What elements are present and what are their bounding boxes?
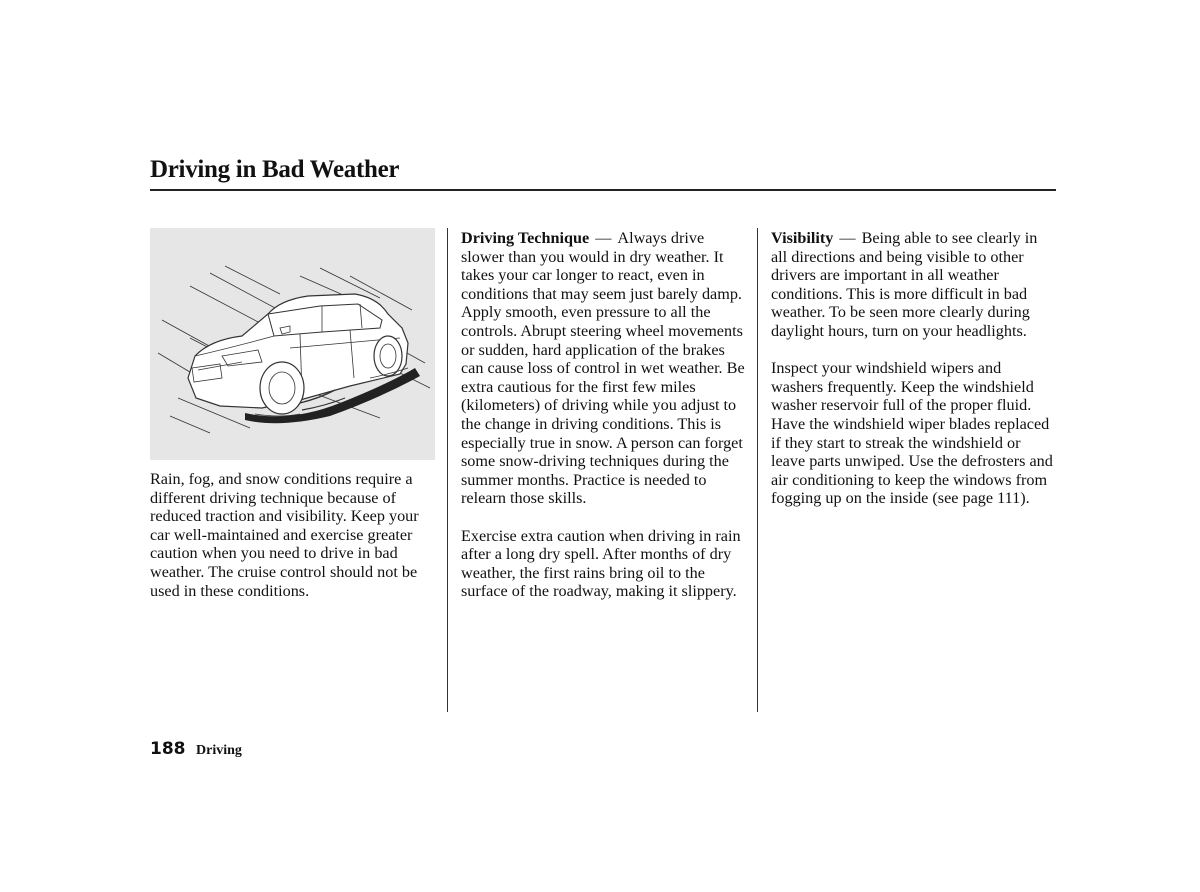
driving-technique-heading: Driving Technique xyxy=(461,229,590,247)
page-number: 188 xyxy=(150,739,186,759)
column-divider-right xyxy=(757,228,758,712)
visibility-paragraph xyxy=(771,229,1056,341)
intro-column xyxy=(150,470,435,619)
driving-technique-column xyxy=(461,229,751,619)
section-name: Driving xyxy=(196,743,242,758)
visibility-heading: Visibility xyxy=(771,229,834,247)
driving-technique-text: Always drive slower than you would in dry weather. It takes your car longer to react, even in conditions that may seem just barely damp. Apply smooth, even pressure to all the controls. Abrupt steering wheel movements or sudden, hard application of the brakes can cause loss of control in wet weather. Be extra cautious for the first few miles (kilometers) of driving while you adjust to the change in driving conditions. This is especially true in snow. A person can forget some snow-driving techniques during the summer months. Practice is needed to relearn those skills. xyxy=(461,229,745,508)
dry-spell-paragraph: Exercise extra caution when driving in rain after a long dry spell. After months of dry weather, the first rains bring oil to the surface of the roadway, making it slippery. xyxy=(461,526,741,601)
em-dash: — xyxy=(839,229,856,247)
page-title: Driving in Bad Weather xyxy=(150,156,400,183)
intro-paragraph: Rain, fog, and snow conditions require a different driving technique because of reduced traction and visibility. Keep your car well-maintained and exercise greater caution when you need to drive in bad weather. The cruise control should not be used in these conditions. xyxy=(150,470,419,600)
wipers-paragraph: Inspect your windshield wipers and washers frequently. Keep the windshield washer reservoir full of the proper fluid. Have the windshield wiper blades replaced if they start to streak the windshield or leave parts unwiped. Use the defrosters and air conditioning to keep the windows from fogging up on the inside (see page 111). xyxy=(771,359,1053,508)
em-dash: — xyxy=(595,229,612,247)
car-in-rain-illustration xyxy=(150,228,435,460)
column-divider-left xyxy=(447,228,448,712)
visibility-text: Being able to see clearly in all directions and being visible to other drivers are important in all weather conditions. This is more difficult in bad weather. To be seen more clearly during daylight hours, turn on your headlights. xyxy=(771,229,1038,340)
title-rule xyxy=(150,189,1056,191)
driving-technique-paragraph xyxy=(461,229,751,508)
visibility-column xyxy=(771,229,1056,527)
car-illustration-icon xyxy=(150,228,435,460)
